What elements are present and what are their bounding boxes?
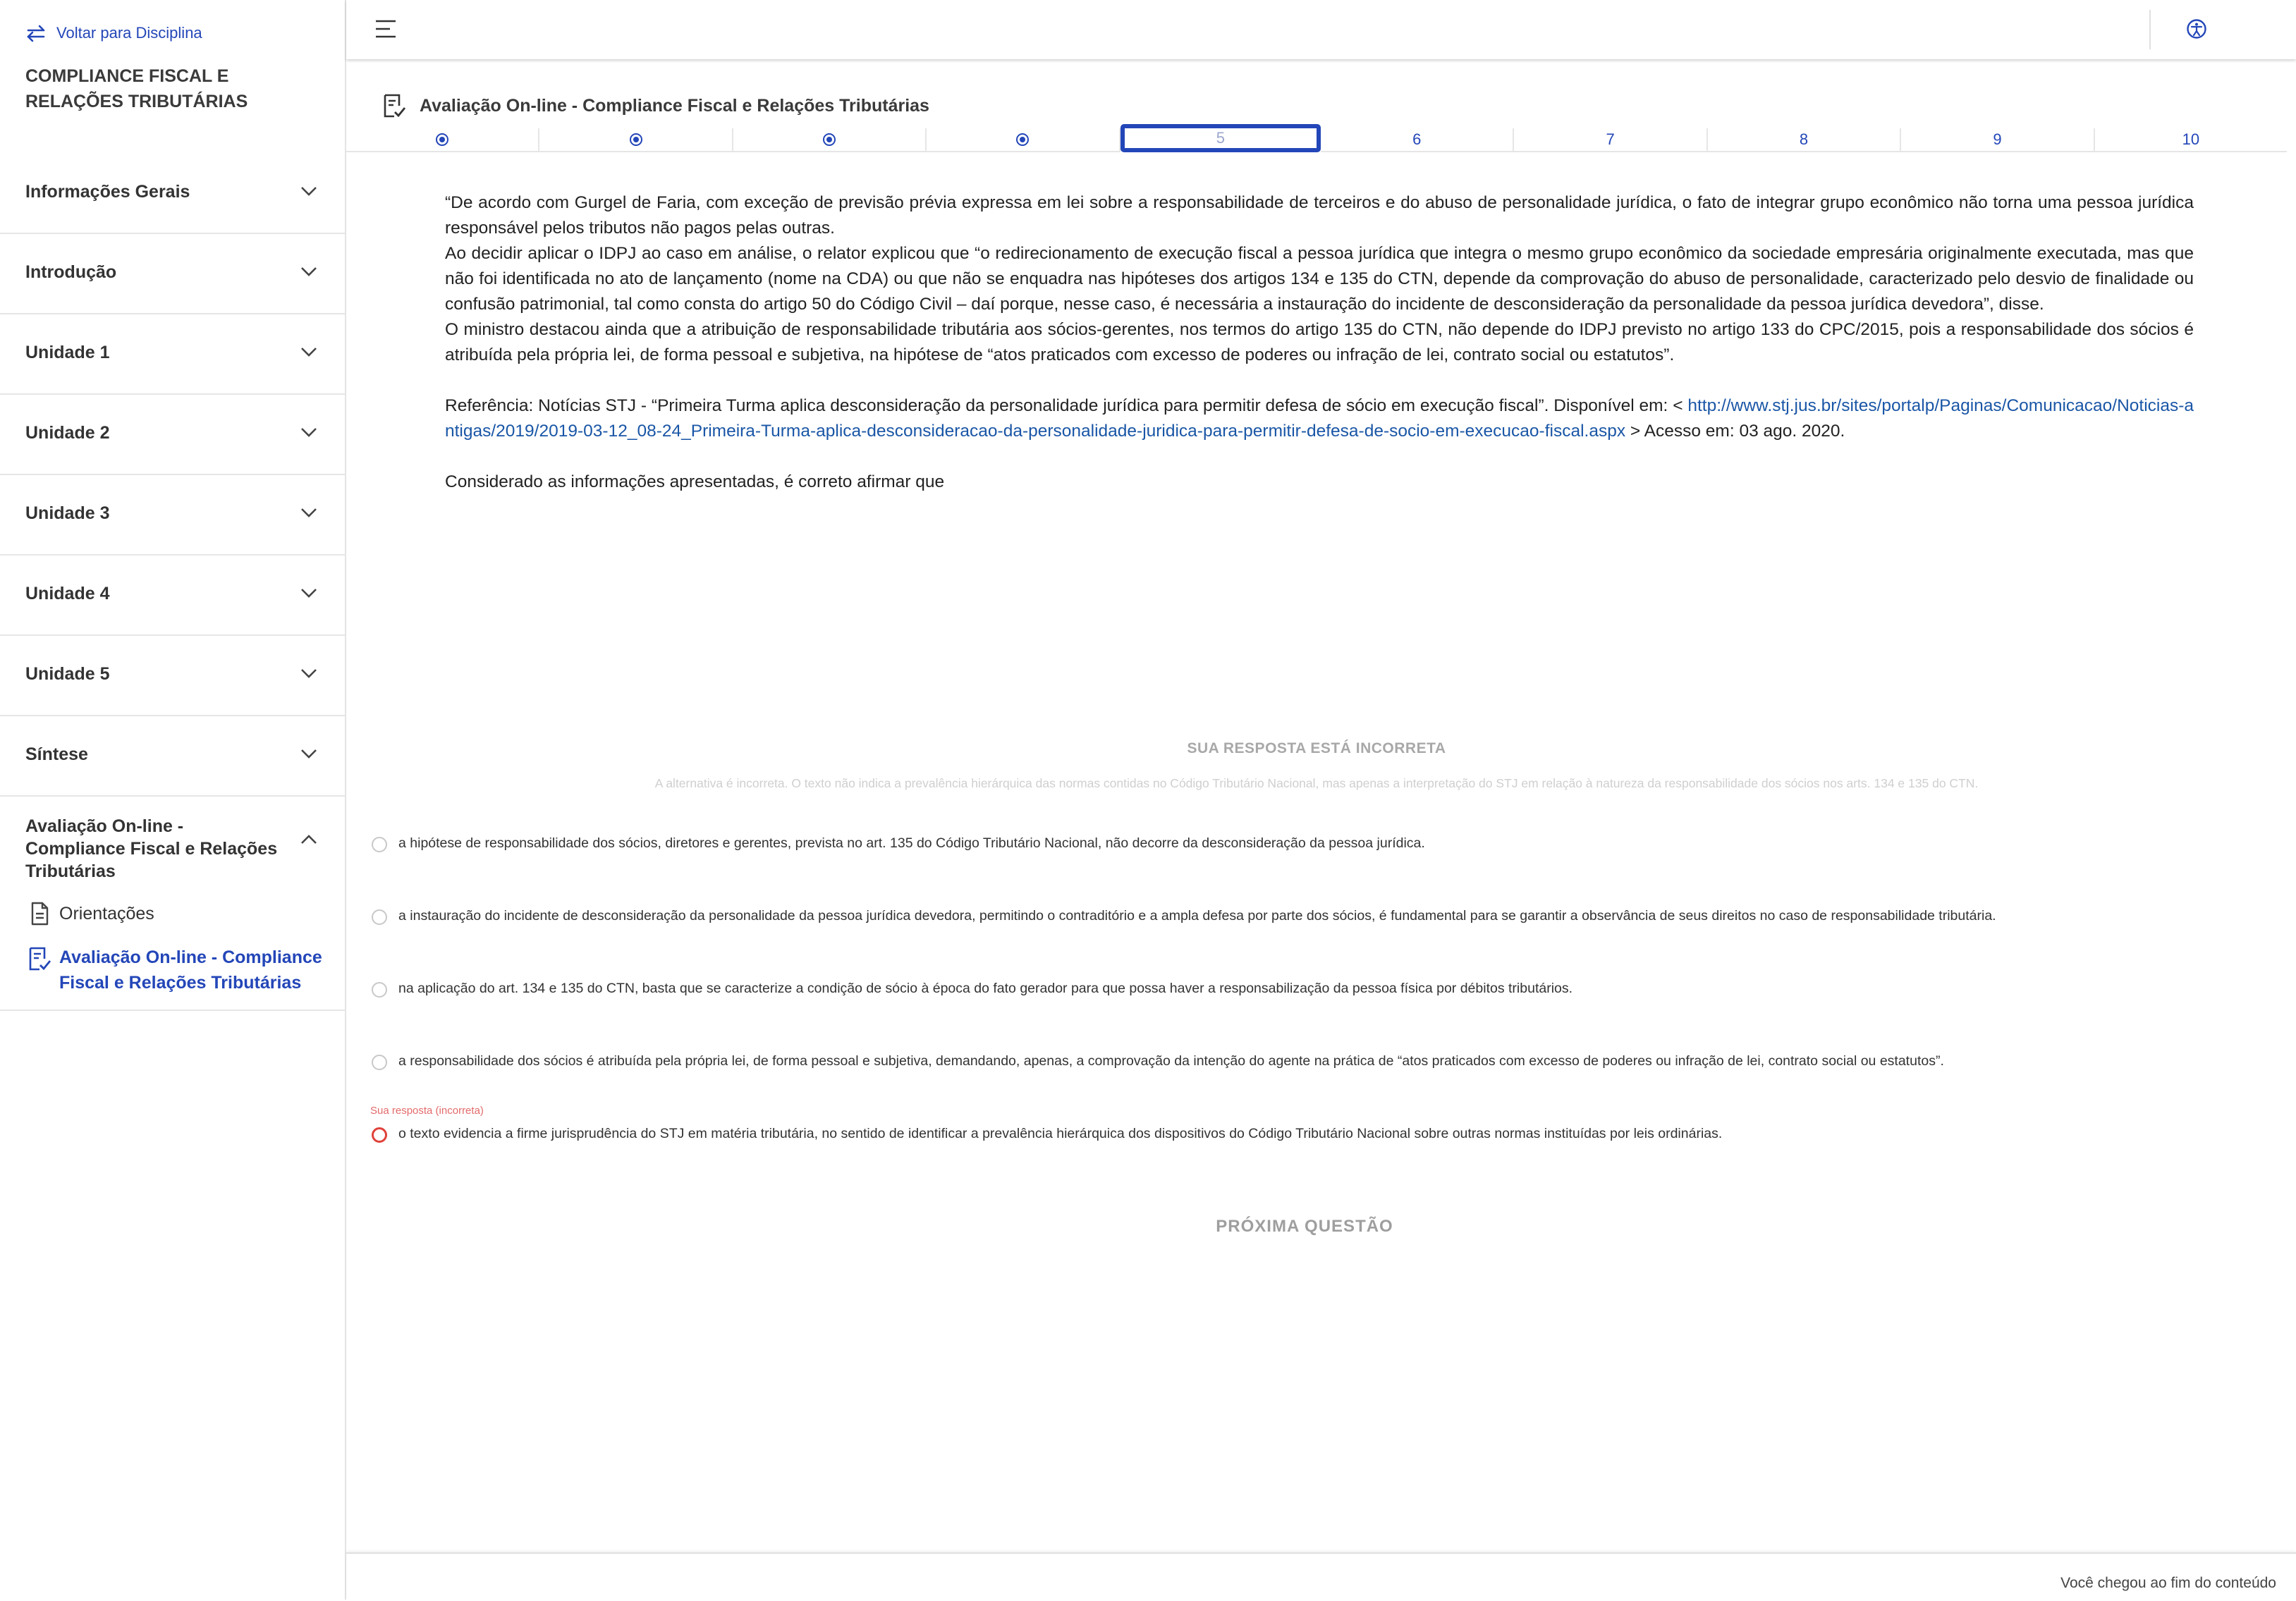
chevron-down-icon	[300, 345, 318, 358]
question-tab-9[interactable]: 9	[1901, 128, 2094, 152]
sidebar-item-avaliacao-online[interactable]	[0, 797, 345, 1011]
question-tab-8[interactable]: 8	[1708, 128, 1901, 152]
course-title: COMPLIANCE FISCAL E RELAÇÕES TRIBUTÁRIAS	[25, 66, 248, 111]
question-paragraph: Ao decidir aplicar o IDPJ ao caso em análise, o relator explicou que “o redirecionamento de execução fiscal a pessoa jurídica que integra o mesmo grupo econômico da sociedade empresária originalmente executada, mas que não foi identificada no ato de lançamento (nome na CDA) ou que não se enquadra nas hipóteses dos artigos 134 e 135 do CTN, depende da comprovação do abuso de personalidade, caracterizado pelo desvio de finalidade ou confusão patrimonial, tal como consta do artigo 50 do Código Civil – daí porque, nesse caso, é necessária a instauração do incidente de desconsideração da personalidade da pessoa jurídica devedora”, disse.	[445, 244, 2194, 314]
swap-arrows-icon	[25, 24, 47, 42]
answered-dot-icon	[823, 133, 836, 146]
question-tab-2[interactable]	[539, 128, 733, 152]
answer-option-b[interactable]	[372, 895, 2276, 968]
sidebar	[0, 0, 346, 1600]
reference-prefix: Referência: Notícias STJ - “Primeira Turma aplica desconsideração da personalidade jurídica para permitir defesa de sócio em execução fiscal”. Disponível em: <	[445, 396, 1688, 415]
answer-option-a[interactable]	[372, 823, 2276, 895]
question-tab-6[interactable]: 6	[1321, 128, 1514, 152]
sidebar-item-sintese[interactable]	[0, 716, 345, 797]
chevron-up-icon[interactable]	[300, 833, 318, 846]
radio-button[interactable]	[372, 909, 387, 925]
question-paragraph: “De acordo com Gurgel de Faria, com exceção de previsão prévia expressa em lei sobre a responsabilidade de terceiros e do abuso de personalidade jurídica, o fato de integrar grupo econômico não torna uma pessoa jurídica responsável pelos tributos não pagos pelas outras.	[445, 193, 2194, 238]
chevron-down-icon	[300, 185, 318, 197]
quiz-check-icon	[25, 945, 54, 973]
accessibility-icon[interactable]	[2186, 18, 2207, 39]
question-tab-4[interactable]	[927, 128, 1120, 152]
result-explanation: A alternativa é incorreta. O texto não indica a prevalência hierárquica das normas contidas no Código Tributário Nacional, mas apenas a interpretação do STJ em relação à natureza da responsabilidade dos sócios nos arts. 134 e 135 do CTN.	[654, 776, 1979, 790]
answered-dot-icon	[1016, 133, 1029, 146]
sidebar-item-unidade-3[interactable]	[0, 475, 345, 556]
sidebar-item-label: Unidade 3	[25, 503, 110, 523]
menu-icon[interactable]	[374, 18, 397, 39]
sidebar-item-label: Informações Gerais	[25, 182, 190, 202]
quiz-header	[380, 92, 929, 120]
question-tab-3[interactable]	[733, 128, 927, 152]
quiz-check-icon	[380, 92, 408, 120]
sidebar-subitem-orientacoes[interactable]	[25, 901, 345, 926]
question-paragraph: O ministro destacou ainda que a atribuição de responsabilidade tributária aos sócios-gerentes, nos termos do artigo 135 do CTN, não depende do IDPJ previsto no artigo 133 do CPC/2015, pois a responsabilidade dos sócios é atribuída pela própria lei, de forma pessoal e subjetiva, na hipótese de “atos praticados com excesso de poderes ou infração de lei, contrato social ou estatutos”.	[445, 320, 2194, 364]
radio-button[interactable]	[372, 837, 387, 852]
radio-button[interactable]	[372, 1055, 387, 1070]
sidebar-item-label: Síntese	[25, 744, 88, 764]
sidebar-item-label: Introdução	[25, 262, 117, 282]
answer-options	[372, 823, 2276, 1186]
result-title: SUA RESPOSTA ESTÁ INCORRETA	[1187, 740, 1446, 756]
answer-option-text: na aplicação do art. 134 e 135 do CTN, basta que se caracterize a condição de sócio à época do fato gerador para que possa haver a responsabilização da pessoa física por débitos tributários.	[398, 981, 1573, 996]
reference-paragraph	[445, 393, 2194, 444]
sidebar-subitem-label: Avaliação On-line - Compliance Fiscal e Relações Tributárias	[59, 947, 322, 993]
chevron-down-icon	[300, 426, 318, 438]
answer-option-e[interactable]	[370, 1105, 2276, 1186]
sidebar-item-label: Unidade 5	[25, 664, 110, 684]
sidebar-item-unidade-2[interactable]	[0, 395, 345, 475]
question-tab-1[interactable]	[346, 128, 539, 152]
chevron-down-icon	[300, 667, 318, 680]
your-answer-label: Sua resposta (incorreta)	[370, 1105, 484, 1117]
reference-suffix: > Acesso em: 03 ago. 2020.	[1625, 422, 1845, 441]
answer-option-d[interactable]	[372, 1041, 2276, 1113]
chevron-down-icon	[300, 265, 318, 278]
sidebar-item-unidade-4[interactable]	[0, 556, 345, 636]
answered-dot-icon	[630, 133, 642, 146]
main-content	[346, 59, 2296, 1600]
question-text	[445, 190, 2194, 495]
answer-option-c[interactable]	[372, 968, 2276, 1041]
sidebar-subitem-label: Orientações	[59, 904, 154, 924]
sidebar-item-unidade-5[interactable]	[0, 636, 345, 716]
reference-link[interactable]: http://www.stj.jus.br/sites/portalp/Paginas/Comunicacao/Noticias-antigas/2019/2019-03-12_08-24_Primeira-Turma-aplica-desconsideracao-da-personalidade-juridica-para-permitir-defesa-de-socio-em-execucao-fiscal.aspx	[445, 396, 2194, 441]
question-tab-5[interactable]: 5	[1120, 124, 1321, 152]
document-icon	[25, 901, 54, 926]
sidebar-item-unidade-1[interactable]	[0, 314, 345, 395]
quiz-title: Avaliação On-line - Compliance Fiscal e Relações Tributárias	[420, 95, 929, 116]
next-question-button[interactable]: PRÓXIMA QUESTÃO	[1216, 1217, 1393, 1236]
chevron-down-icon	[300, 506, 318, 519]
chevron-down-icon	[300, 587, 318, 599]
sidebar-item-introducao[interactable]	[0, 234, 345, 314]
radio-button-selected[interactable]	[372, 1127, 387, 1143]
sidebar-item-label: Unidade 2	[25, 423, 110, 443]
answer-option-text: a instauração do incidente de desconsideração da personalidade da pessoa jurídica devedora, permitindo o contraditório e a ampla defesa por parte dos sócios, é fundamental para se garantir a observância de seus direitos no caso de responsabilidade tributária.	[398, 908, 1996, 924]
radio-button[interactable]	[372, 982, 387, 998]
sidebar-subitem-avaliacao[interactable]	[25, 945, 345, 995]
answer-option-text: a responsabilidade dos sócios é atribuída pela própria lei, de forma pessoal e subjetiva, demandando, apenas, a comprovação da intenção do agente na prática de “atos praticados com excesso de poderes ou infração de lei, contrato social ou estatutos”.	[398, 1053, 1944, 1069]
sidebar-item-label: Avaliação On-line - Compliance Fiscal e Relações Tributárias	[25, 816, 278, 881]
end-of-content-text: Você chegou ao fim do conteúdo	[2060, 1575, 2276, 1591]
question-tab-10[interactable]: 10	[2095, 128, 2287, 152]
answer-option-text: a hipótese de responsabilidade dos sócios, diretores e gerentes, prevista no art. 135 do Código Tributário Nacional, não decorre da desconsideração da pessoa jurídica.	[398, 835, 1425, 851]
footer	[346, 1552, 2296, 1601]
top-bar	[346, 0, 2296, 59]
sidebar-item-label: Unidade 1	[25, 343, 110, 362]
back-link-label[interactable]: Voltar para Disciplina	[56, 24, 202, 42]
sidebar-item-label: Unidade 4	[25, 584, 110, 603]
question-prompt: Considerado as informações apresentadas, é correto afirmar que	[445, 472, 945, 491]
back-to-discipline-link[interactable]	[25, 24, 202, 42]
question-navigation	[346, 128, 2287, 152]
sidebar-item-informacoes-gerais[interactable]	[0, 154, 345, 234]
chevron-down-icon	[300, 747, 318, 760]
topbar-divider	[2149, 10, 2151, 49]
sidebar-nav	[0, 154, 345, 1011]
answer-option-text: o texto evidencia a firme jurisprudência do STJ em matéria tributária, no sentido de identificar a prevalência hierárquica dos dispositivos do Código Tributário Nacional sobre outras normas instituídas por leis ordinárias.	[398, 1126, 1723, 1141]
question-tab-7[interactable]: 7	[1514, 128, 1707, 152]
answered-dot-icon	[436, 133, 448, 146]
